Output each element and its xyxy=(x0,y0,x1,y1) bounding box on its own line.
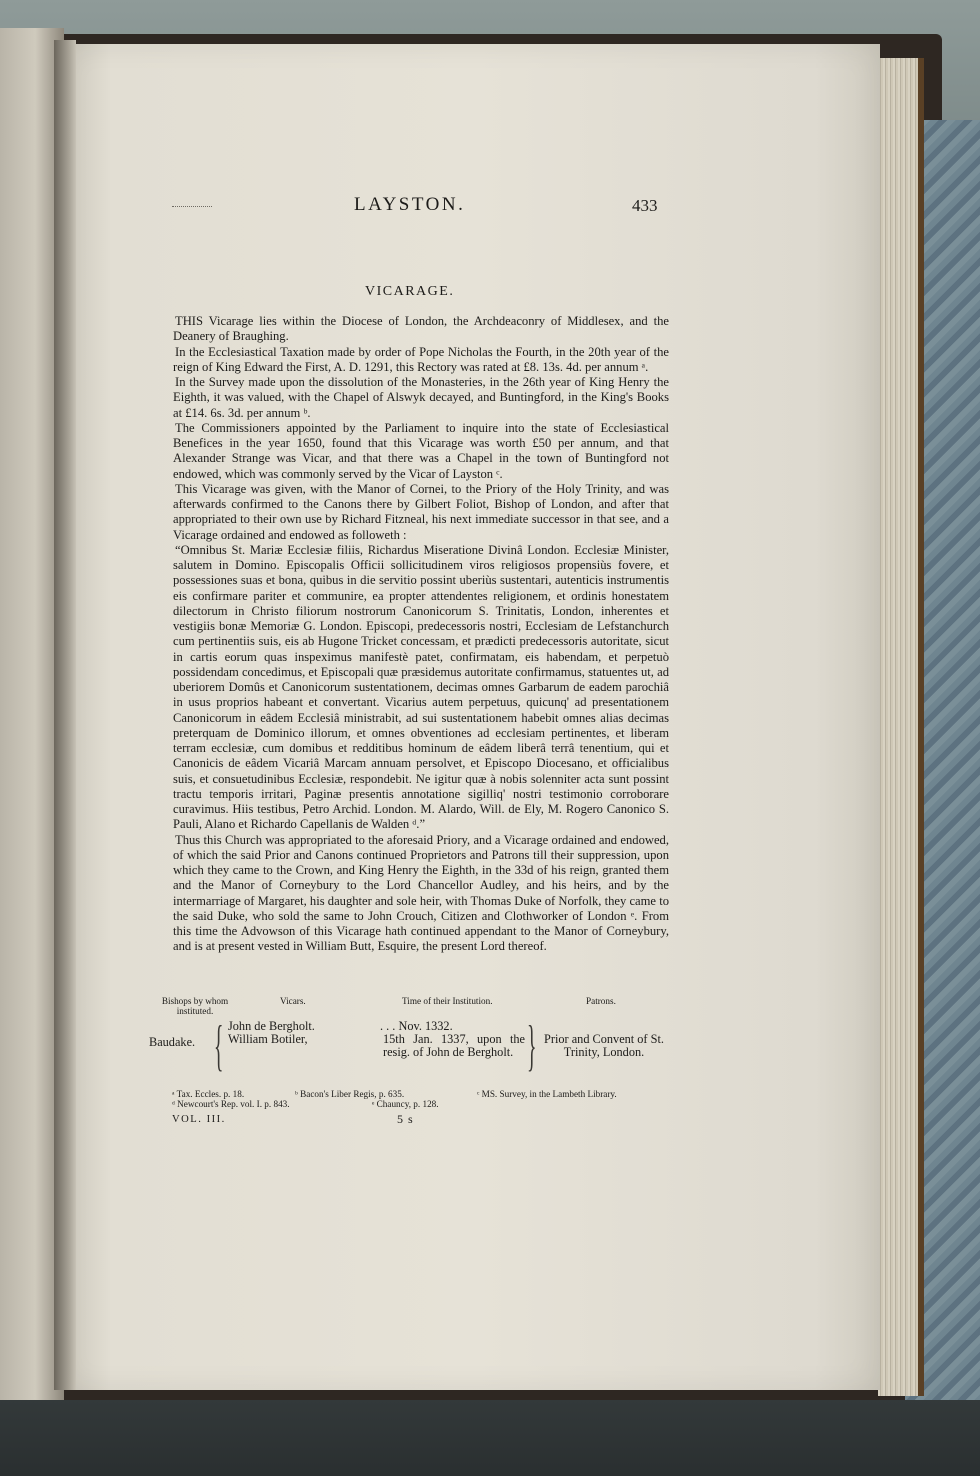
brace-left: { xyxy=(214,1015,224,1077)
footnote: ᵃ Tax. Eccles. p. 18. xyxy=(172,1089,245,1099)
table-vicar: John de Bergholt. xyxy=(228,1019,315,1033)
table-header-vicars: Vicars. xyxy=(280,996,306,1006)
paragraph: In the Survey made upon the dissolution of the Monasteries, in the 26th year of King Henry the Eighth, it was valued, with the Chapel of Alswyk decayed, and Buntingford, in the King's Books at £14. 6s. 3d. per annum ᵇ. xyxy=(173,375,669,420)
section-title: VICARAGE. xyxy=(365,284,455,299)
head-rule xyxy=(172,206,212,208)
footnote: ᵈ Newcourt's Rep. vol. I. p. 843. xyxy=(172,1099,290,1109)
paragraph: Thus this Church was appropriated to the aforesaid Priory, and a Vicarage ordained and endowed, of which the said Prior and Canons continued Proprietors and Patrons till their suppression, upon which they came to the Crown, and King Henry the Eighth, in the 33d of his reign, granted them and the Manor of Corneybury to the Lord Chancellor Audley, and his heirs, and by the intermarriage of Margaret, his daughter and sole heir, with Thomas Duke of Norfolk, they came to the said Duke, who sold the same to John Crouch, Citizen and Clothworker of London ᵉ. From this time the Advowson of this Vicarage hath continued appendant to the Manor of Corneybury, and is at present vested in William Butt, Esquire, the present Lord thereof. xyxy=(173,832,669,954)
paragraph: The Commissioners appointed by the Parliament to inquire into the state of Ecclesiastical Benefices in the year 1650, found that this Vicarage was worth £50 per annum, and that Alexander Strange was Vicar, and that there was a Chapel in the town of Buntingford not endowed, which was commonly served by the Vicar of Layston ᶜ. xyxy=(173,420,669,481)
signature-mark: 5 s xyxy=(397,1112,414,1126)
table-bishop: Baudake. xyxy=(149,1035,196,1049)
volume-mark: VOL. III. xyxy=(172,1114,226,1125)
table-header-patrons: Patrons. xyxy=(586,996,616,1006)
table-vicar: William Botiler, xyxy=(228,1032,308,1046)
table-header-time: Time of their Institution. xyxy=(402,996,493,1006)
page-number: 433 xyxy=(632,196,658,215)
table-patron: Prior and Convent of St. Trinity, London. xyxy=(544,1032,664,1060)
footnote: ᶜ MS. Survey, in the Lambeth Library. xyxy=(477,1089,617,1099)
footnote: ᵇ Bacon's Liber Regis, p. 635. xyxy=(295,1089,405,1099)
body-text xyxy=(173,314,669,955)
table-time: . . . Nov. 1332. xyxy=(380,1019,453,1033)
brace-right: } xyxy=(527,1015,537,1077)
running-head: LAYSTON. xyxy=(354,194,466,215)
paragraph: In the Ecclesiastical Taxation made by order of Pope Nicholas the Fourth, in the 20th year of the reign of King Edward the First, A. D. 1291, this Rectory was rated at £8. 13s. 4d. per annum ᵃ. xyxy=(173,344,669,374)
table-header-bishops: Bishops by whom instituted. xyxy=(161,996,229,1016)
footnote: ᵉ Chauncy, p. 128. xyxy=(372,1099,439,1109)
charter-quotation: “Omnibus St. Mariæ Ecclesiæ filiis, Richardus Miseratione Divinâ London. Ecclesiæ Minister, salutem in Domino. Episcopalis Officii sollicitudinem viros religiosos propensiùs fovere, et possessiones suas et bona, quibus in die servitio possint uberiùs sustentari, autenticis instrumentis eis confirmare pariter et communire, ea propter attendentes religionem, et ordinis honestatem dilectorum in Christo filiorum nostrorum Canonicorum S. Trinitatis, London, inherentes et vestigiis bonæ Memoriæ G. London. Episcopi, predecessoris nostri, Ecclesiam de Lefstanchurch cum pertinentiis suis, eis ab Hugone Tricket concessam, et prædicti predecessoris autoritate, sicut in cartis eorum quas inspeximus manifestè patet, confirmatam, eis habendam, et perpetuò possidendam concedimus, et Episcopali quæ præsidemus autoritate confirmamus, statuentes ut, ad uberiorem Domûs et Canonicorum sustentationem, decimas omnes Garbarum de eadem parochiâ in usus proprios habeant et convertant. Vicarius autem perpetuus, quicunq' ad presentationem Canonicorum in eâdem Ecclesiâ ministrabit, ad sui sustentationem habebit omnes alias decimas preterquam de Dominico illorum, et omnes obventiones ad ecclesiam pertinentes, et liberam terram ecclesiæ, cum domibus et redditibus hominum de eâdem liberâ terrâ tenentium, qui et Canonicis de eâdem Vicariâ Marcam annuam persolvet, et Episcopo Diocesano, et officialibus suis, et consuetudinibus Ecclesiæ, respondebit. Ne igitur quæ à nobis solenniter acta sunt possint tractu temporis irritari, Paginæ presentis annotatione sigilliq' nostri testimonio corroborare curavimus. Hiis testibus, Petro Archid. London. M. Alardo, Will. de Ely, M. Rogero Canonico S. Pauli, Alano et Richardo Capellanis de Walden ᵈ.” xyxy=(173,542,669,832)
table-time: 15th Jan. 1337, upon the resig. of John de Bergholt. xyxy=(383,1032,525,1060)
paragraph: THIS Vicarage lies within the Diocese of London, the Archdeaconry of Middlesex, and the Deanery of Braughing. xyxy=(173,314,669,344)
paragraph: This Vicarage was given, with the Manor of Cornei, to the Priory of the Holy Trinity, and was afterwards confirmed to the Canons there by Gilbert Foliot, Bishop of London, and after that appropriated to their own use by Richard Fitzneal, his next immediate successor in that see, and a Vicarage ordained and endowed as followeth : xyxy=(173,481,669,542)
